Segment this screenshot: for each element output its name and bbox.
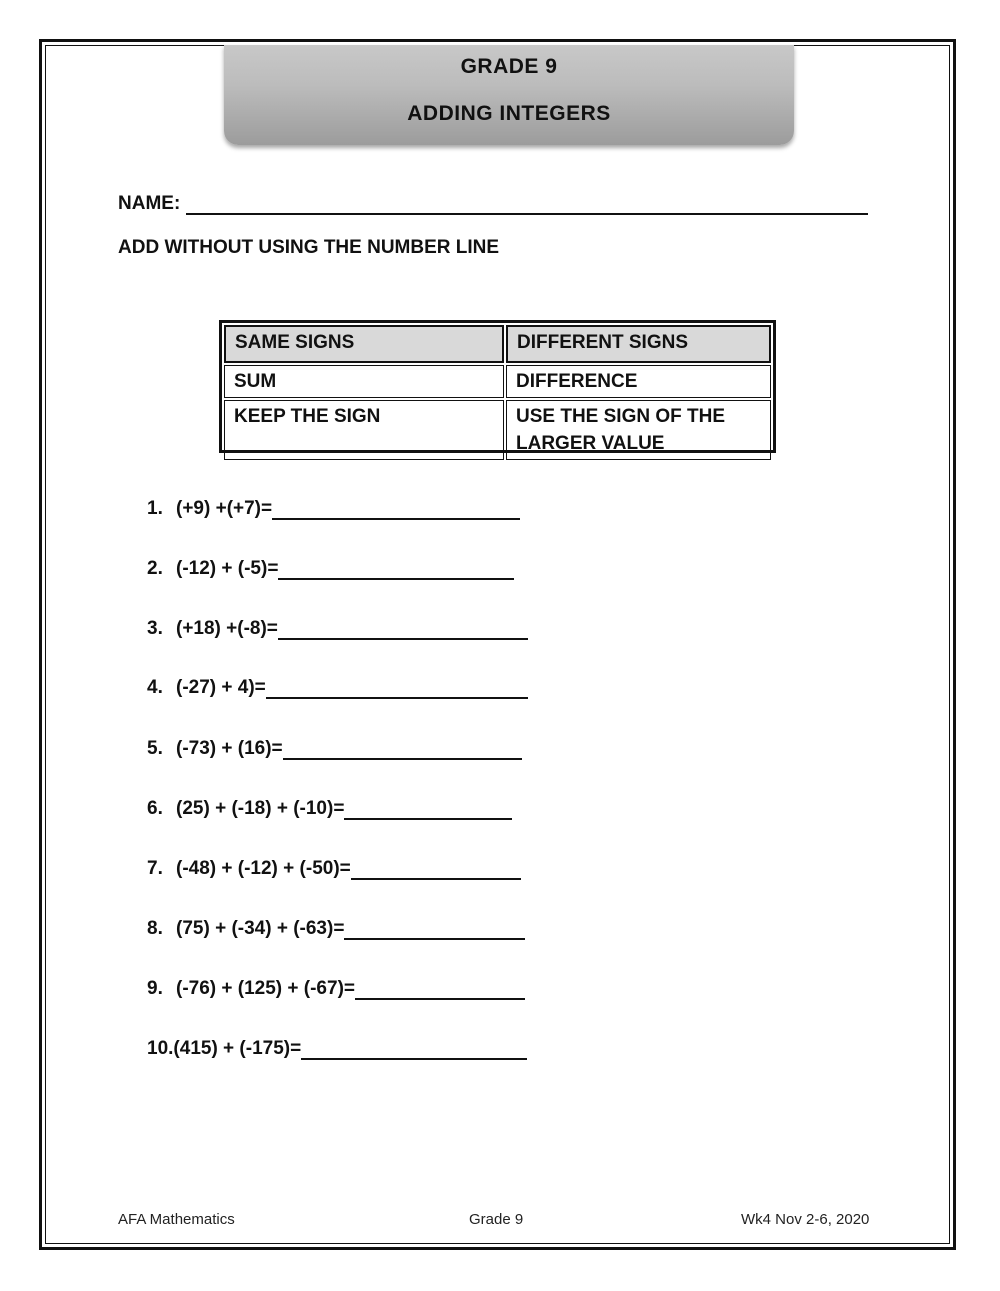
header-same-signs: SAME SIGNS — [224, 325, 504, 363]
problem-expression: (+18) +(-8)= — [176, 618, 278, 639]
answer-blank[interactable] — [272, 500, 520, 520]
answer-blank[interactable] — [283, 740, 522, 760]
problem-expression: (+9) +(+7)= — [176, 498, 273, 519]
answer-blank[interactable] — [344, 800, 512, 820]
problem-number: 9. — [147, 978, 163, 999]
problem-number: 4. — [147, 677, 163, 698]
problem-number: 2. — [147, 558, 163, 579]
problem-expression: (-73) + (16)= — [176, 738, 283, 759]
answer-blank[interactable] — [355, 980, 525, 1000]
problem-number: 3. — [147, 618, 163, 639]
problem-item — [147, 738, 522, 760]
title-banner — [224, 45, 794, 145]
problem-item — [147, 918, 525, 940]
footer-center: Grade 9 — [469, 1211, 524, 1228]
cell-different-operation: DIFFERENCE — [506, 365, 771, 398]
problem-expression: (-12) + (-5)= — [176, 558, 279, 579]
name-input-line[interactable] — [186, 194, 868, 215]
instruction-text: ADD WITHOUT USING THE NUMBER LINE — [118, 237, 500, 258]
sign-rules-table — [219, 320, 776, 453]
problem-item — [147, 858, 521, 880]
problem-number: 8. — [147, 918, 163, 939]
answer-blank[interactable] — [301, 1040, 527, 1060]
topic-title: ADDING INTEGERS — [407, 102, 611, 125]
problem-number: 10. — [147, 1038, 174, 1059]
grade-title: GRADE 9 — [460, 55, 558, 78]
problem-item — [147, 558, 514, 580]
problem-expression: (25) + (-18) + (-10)= — [176, 798, 345, 819]
problem-number: 5. — [147, 738, 163, 759]
problem-item — [147, 1038, 527, 1060]
answer-blank[interactable] — [344, 920, 525, 940]
problem-item — [147, 677, 528, 699]
name-row — [118, 193, 868, 215]
name-label: NAME: — [118, 193, 181, 214]
problem-number: 1. — [147, 498, 163, 519]
footer-right: Wk4 Nov 2-6, 2020 — [741, 1211, 870, 1228]
problem-number: 7. — [147, 858, 163, 879]
footer-left: AFA Mathematics — [118, 1211, 235, 1228]
problem-expression: (415) + (-175)= — [173, 1038, 302, 1059]
problem-expression: (-27) + 4)= — [176, 677, 266, 698]
page-border — [39, 39, 956, 1250]
problem-expression: (-76) + (125) + (-67)= — [176, 978, 355, 999]
problem-expression: (-48) + (-12) + (-50)= — [176, 858, 351, 879]
problem-expression: (75) + (-34) + (-63)= — [176, 918, 345, 939]
cell-same-sign-rule: KEEP THE SIGN — [224, 400, 504, 460]
cell-different-sign-rule: USE THE SIGN OF THE LARGER VALUE — [506, 400, 771, 460]
answer-blank[interactable] — [351, 860, 521, 880]
cell-same-operation: SUM — [224, 365, 504, 398]
answer-blank[interactable] — [278, 560, 514, 580]
problem-item — [147, 978, 525, 1000]
header-different-signs: DIFFERENT SIGNS — [506, 325, 771, 363]
problem-item — [147, 798, 512, 820]
answer-blank[interactable] — [266, 679, 528, 699]
problem-item — [147, 618, 528, 640]
answer-blank[interactable] — [278, 620, 528, 640]
problem-number: 6. — [147, 798, 163, 819]
problem-item — [147, 498, 520, 520]
